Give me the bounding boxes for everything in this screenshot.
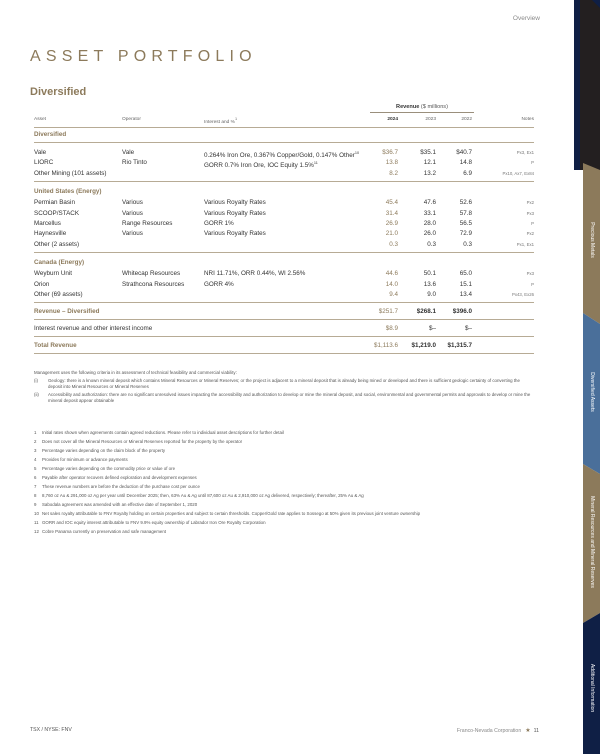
criterion-item bbox=[34, 378, 534, 390]
revenue-2022: 13.4 bbox=[459, 291, 472, 298]
revenue-2024: 26.9 bbox=[385, 220, 398, 227]
col-interest bbox=[204, 117, 237, 125]
operator: Vale bbox=[122, 149, 135, 156]
divider bbox=[34, 142, 534, 143]
company-name: Franco-Nevada Corporation bbox=[456, 728, 522, 734]
notes: Px10, Ax7, Ex84 bbox=[502, 170, 534, 176]
summary-label: Revenue – Diversified bbox=[34, 308, 100, 316]
revenue-2023: 28.0 bbox=[423, 220, 436, 227]
asset-name: Orion bbox=[34, 280, 50, 288]
revenue-2023: $– bbox=[428, 325, 436, 333]
footnote bbox=[34, 437, 534, 446]
col-2023: 2023 bbox=[425, 117, 436, 122]
ticker: TSX / NYSE: FNV bbox=[30, 727, 72, 733]
notes: Px3 bbox=[526, 210, 534, 216]
footer-company bbox=[457, 727, 539, 734]
revenue-2024: 8.2 bbox=[389, 169, 398, 177]
revenue-2022: 14.8 bbox=[459, 159, 472, 167]
revenue-2022: 52.6 bbox=[459, 199, 472, 207]
revenue-2023: $268.1 bbox=[416, 308, 436, 316]
asset-name: Haynesville bbox=[34, 230, 67, 238]
interest-text: Various Royalty Rates bbox=[204, 199, 266, 207]
revenue-2023: $35.1 bbox=[420, 149, 436, 156]
operator: Various bbox=[122, 230, 143, 238]
operator: Range Resources bbox=[122, 220, 173, 227]
interest bbox=[204, 209, 266, 219]
management-criteria bbox=[34, 370, 534, 404]
asset-name: Other Mining (101 assets) bbox=[34, 169, 107, 177]
operator: Strathcona Resources bbox=[122, 280, 185, 288]
footnote-number: 10 bbox=[34, 511, 39, 516]
col-notes: Notes bbox=[521, 117, 534, 122]
revenue-2022: $396.0 bbox=[452, 308, 472, 316]
tab-additional-information[interactable]: Additional Information bbox=[589, 663, 595, 713]
footnote-number: 3 bbox=[34, 448, 37, 453]
col-interest-label: Interest and % bbox=[204, 120, 235, 125]
footnote-text: Provides for minimum or advance payments bbox=[42, 457, 128, 462]
footnote-text: Initial rates shown when agreements contain agreed reductions. Please refer to individual asset descriptions for further detail bbox=[42, 430, 284, 435]
footnote-text: GORR and IOC equity interest attributable to FNV 9.9% equity ownership of Labrador Iron Ore Royalty Corporation bbox=[42, 520, 266, 525]
interest-text: GORR 4% bbox=[204, 280, 234, 288]
divider bbox=[34, 353, 534, 354]
notes: Px2 bbox=[526, 200, 534, 206]
footnote-ref: 11 bbox=[313, 161, 318, 166]
footnote bbox=[34, 482, 534, 491]
revenue-2024: $1,113.6 bbox=[373, 342, 398, 350]
notes: P bbox=[531, 221, 534, 226]
notes: Px3, Ex1 bbox=[516, 150, 534, 155]
asset-name: Other (69 assets) bbox=[34, 291, 83, 298]
interest bbox=[204, 219, 234, 229]
revenue-label: Revenue bbox=[396, 104, 420, 110]
interest-text: NRI 11.71%, ORR 0.44%, WI 2.56% bbox=[204, 270, 306, 278]
summary-row-revenue-diversified bbox=[34, 307, 534, 317]
revenue-2023: 12.1 bbox=[423, 159, 436, 167]
revenue-2022: 72.9 bbox=[459, 230, 472, 238]
criterion-text: Accessibility and authorization: there are no significant unresolved issues impacting the accessibility and authorization to develop or mine the mineral deposit, and social, environmental and governmental permits and approvals to develop or mine the mineral deposit appear obtainable bbox=[48, 392, 531, 403]
interest-text: GORR 1% bbox=[204, 220, 234, 227]
group-title: Canada (Energy) bbox=[34, 259, 85, 267]
footnote-number: 4 bbox=[34, 457, 37, 462]
tab-precious-metals[interactable]: Precious Metals bbox=[589, 222, 595, 258]
footnote bbox=[34, 446, 534, 455]
divider bbox=[34, 336, 534, 337]
footnote bbox=[34, 464, 534, 473]
footnote-number: 8 bbox=[34, 493, 37, 498]
asset-name: Permian Basin bbox=[34, 199, 75, 207]
revenue-2023: 9.0 bbox=[427, 291, 436, 298]
table-row bbox=[34, 269, 534, 279]
revenue-2022: 65.0 bbox=[459, 270, 472, 278]
revenue-2022: 56.5 bbox=[459, 220, 472, 227]
revenue-2022: $1,315.7 bbox=[447, 342, 472, 350]
col-2022: 2022 bbox=[461, 117, 472, 122]
interest bbox=[204, 198, 266, 208]
page-number: 11 bbox=[533, 728, 539, 734]
footnotes bbox=[34, 428, 534, 536]
col-asset: Asset bbox=[34, 117, 46, 122]
notes: Px43, Ex26 bbox=[512, 292, 534, 297]
footnote-ref: 10 bbox=[354, 151, 360, 155]
divider bbox=[34, 302, 534, 303]
interest bbox=[204, 229, 266, 239]
col-interest-sup: 1 bbox=[234, 117, 238, 121]
management-intro: Management uses the following criteria in its assessment of technical feasibility and commercial viability: bbox=[34, 370, 237, 375]
section-title: Diversified bbox=[30, 86, 87, 98]
criterion-number: (i) bbox=[34, 378, 38, 383]
footnote-text: Cobre Panama currently on preservation and safe management bbox=[42, 529, 166, 534]
notes: Px3 bbox=[526, 271, 534, 277]
notes: P bbox=[531, 160, 534, 166]
asset-name: Marcellus bbox=[34, 220, 61, 227]
revenue-2024: 45.4 bbox=[385, 199, 398, 207]
col-2024: 2024 bbox=[387, 117, 398, 122]
tab-mineral-resources[interactable]: Mineral Resources and Mineral Reserves bbox=[589, 496, 595, 588]
summary-row-total-revenue bbox=[34, 341, 534, 351]
divider bbox=[34, 181, 534, 182]
footnote bbox=[34, 527, 534, 536]
revenue-2024: 21.0 bbox=[385, 230, 398, 238]
revenue-2023: 13.2 bbox=[423, 169, 436, 177]
operator: Rio Tinto bbox=[122, 159, 147, 167]
notes: Px1, Ex1 bbox=[516, 241, 534, 247]
footnote-number: 6 bbox=[34, 475, 37, 480]
summary-label: Interest revenue and other interest income bbox=[34, 325, 153, 333]
group-title: Diversified bbox=[34, 131, 67, 138]
interest-text: GORR 0.7% Iron Ore, IOC Equity 1.5% bbox=[204, 162, 314, 170]
divider bbox=[34, 319, 534, 320]
footnote-number: 1 bbox=[34, 430, 37, 435]
tab-diversified-assets[interactable]: Diversified Assets bbox=[589, 372, 595, 412]
footnote-number: 5 bbox=[34, 466, 37, 471]
notes: Px2 bbox=[526, 231, 534, 237]
revenue-2023: 50.1 bbox=[423, 270, 436, 278]
asset-name: SCOOP/STACK bbox=[34, 209, 80, 217]
footnote bbox=[34, 428, 534, 437]
sidebar-labels bbox=[570, 0, 600, 754]
footnote-text: Sabodala agreement was amended with an effective date of September 1, 2020 bbox=[42, 502, 198, 507]
interest-text: Various Royalty Rates bbox=[204, 230, 266, 238]
footnote bbox=[34, 500, 534, 509]
operator: Various bbox=[122, 209, 143, 217]
asset-name: LIORC bbox=[34, 159, 54, 167]
table-row bbox=[34, 169, 534, 179]
revenue-2024: 9.4 bbox=[389, 291, 398, 298]
revenue-2023: 0.3 bbox=[427, 240, 436, 248]
footnote-number: 7 bbox=[34, 484, 37, 489]
table-row bbox=[34, 280, 534, 290]
revenue-2023: 26.0 bbox=[423, 230, 436, 238]
interest-text: Various Royalty Rates bbox=[204, 209, 266, 217]
table-row bbox=[34, 240, 534, 250]
divider bbox=[34, 252, 534, 253]
footnote bbox=[34, 509, 534, 518]
table-row bbox=[34, 148, 534, 158]
overview-label: Overview bbox=[512, 15, 540, 22]
revenue-2022: 15.1 bbox=[459, 280, 472, 288]
footnote-text: Net sales royalty attributable to FNV Royalty holding on certain properties and subject to certain thresholds. Copper/Gold rate applies to Sossego at 50% given its previous joint venture ownership bbox=[42, 511, 421, 516]
footnote bbox=[34, 491, 534, 500]
footnote bbox=[34, 473, 534, 482]
revenue-2022: $– bbox=[464, 325, 472, 333]
asset-name: Other (2 assets) bbox=[34, 240, 80, 248]
interest bbox=[204, 269, 305, 279]
table-row bbox=[34, 158, 534, 168]
footnote-text: Percentage varies depending on the commodity price or value of ore bbox=[42, 466, 176, 471]
revenue-2022: 0.3 bbox=[463, 240, 472, 248]
footnote-text: Payable after operator recovers defined exploration and development expenses bbox=[42, 475, 197, 480]
revenue-unit: ($ millions) bbox=[420, 104, 448, 110]
revenue-2022: 57.8 bbox=[459, 209, 472, 217]
star-icon: ★ bbox=[525, 728, 531, 734]
criterion-item bbox=[34, 392, 534, 404]
page-title: ASSET PORTFOLIO bbox=[30, 48, 257, 65]
table-row bbox=[34, 219, 534, 229]
interest-text: 0.264% Iron Ore, 0.367% Copper/Gold, 0.147% Other bbox=[204, 152, 355, 159]
criterion-number: (ii) bbox=[34, 392, 39, 397]
footnote-text: Does not cover all the Mineral Resources or Mineral Reserves reported for the property by the operator bbox=[42, 439, 243, 444]
operator: Various bbox=[122, 199, 143, 207]
operator: Whitecap Resources bbox=[122, 270, 181, 278]
footnote bbox=[34, 518, 534, 527]
revenue-2024: 13.8 bbox=[385, 159, 398, 167]
table-row bbox=[34, 290, 534, 300]
table-row bbox=[34, 229, 534, 239]
revenue-2023: 47.6 bbox=[423, 199, 436, 207]
col-operator: Operator bbox=[122, 117, 141, 122]
revenue-2024: $8.9 bbox=[385, 325, 398, 333]
revenue-2022: $40.7 bbox=[456, 149, 472, 156]
table-header-row bbox=[34, 117, 534, 128]
revenue-2024: $36.7 bbox=[382, 149, 398, 156]
table-row bbox=[34, 209, 534, 219]
footnote-number: 11 bbox=[34, 520, 39, 525]
revenue-2023: 33.1 bbox=[423, 209, 436, 217]
notes: P bbox=[531, 281, 534, 287]
summary-label: Total Revenue bbox=[34, 342, 77, 350]
summary-row-interest-revenue bbox=[34, 324, 534, 334]
asset-name: Weyburn Unit bbox=[34, 270, 73, 278]
criterion-text: Geology: there is a known mineral deposit which contains Mineral Resources or Mineral Reserves; or the project is adjacent to a mineral deposit that is already being mined or developed and there is sufficient geologic certainty of converting the deposit into Mineral Resources or Mineral Reserves bbox=[48, 378, 520, 389]
footnote bbox=[34, 455, 534, 464]
revenue-2023: 13.6 bbox=[423, 280, 436, 288]
footnote-number: 12 bbox=[34, 529, 39, 534]
revenue-2024: 0.3 bbox=[389, 240, 398, 248]
interest bbox=[204, 280, 234, 290]
footnote-number: 9 bbox=[34, 502, 37, 507]
revenue-2024: 31.4 bbox=[385, 209, 398, 217]
footnote-text: These revenue numbers are before the deduction of the purchase cost per ounce bbox=[42, 484, 200, 489]
revenue-header bbox=[370, 104, 474, 113]
asset-name: Vale bbox=[34, 149, 47, 156]
revenue-2024: $251.7 bbox=[378, 308, 398, 316]
footnote-number: 2 bbox=[34, 439, 37, 444]
table-row bbox=[34, 198, 534, 208]
revenue-2022: 6.9 bbox=[463, 169, 472, 177]
revenue-2024: 44.6 bbox=[385, 270, 398, 278]
footnote-text: Percentage varies depending on the claim block of the property bbox=[42, 448, 166, 453]
revenue-2023: $1,219.0 bbox=[411, 342, 436, 350]
group-title: United States (Energy) bbox=[34, 188, 102, 196]
revenue-2024: 14.0 bbox=[385, 280, 398, 288]
footnote-text: 8,760 oz Au & 291,000 oz Ag per year until December 2025; then, 63% Au & Ag until 87,600 oz Au & 2,910,000 oz Ag delivered, respectively; thereafter, 25% Au & Ag bbox=[42, 493, 364, 498]
